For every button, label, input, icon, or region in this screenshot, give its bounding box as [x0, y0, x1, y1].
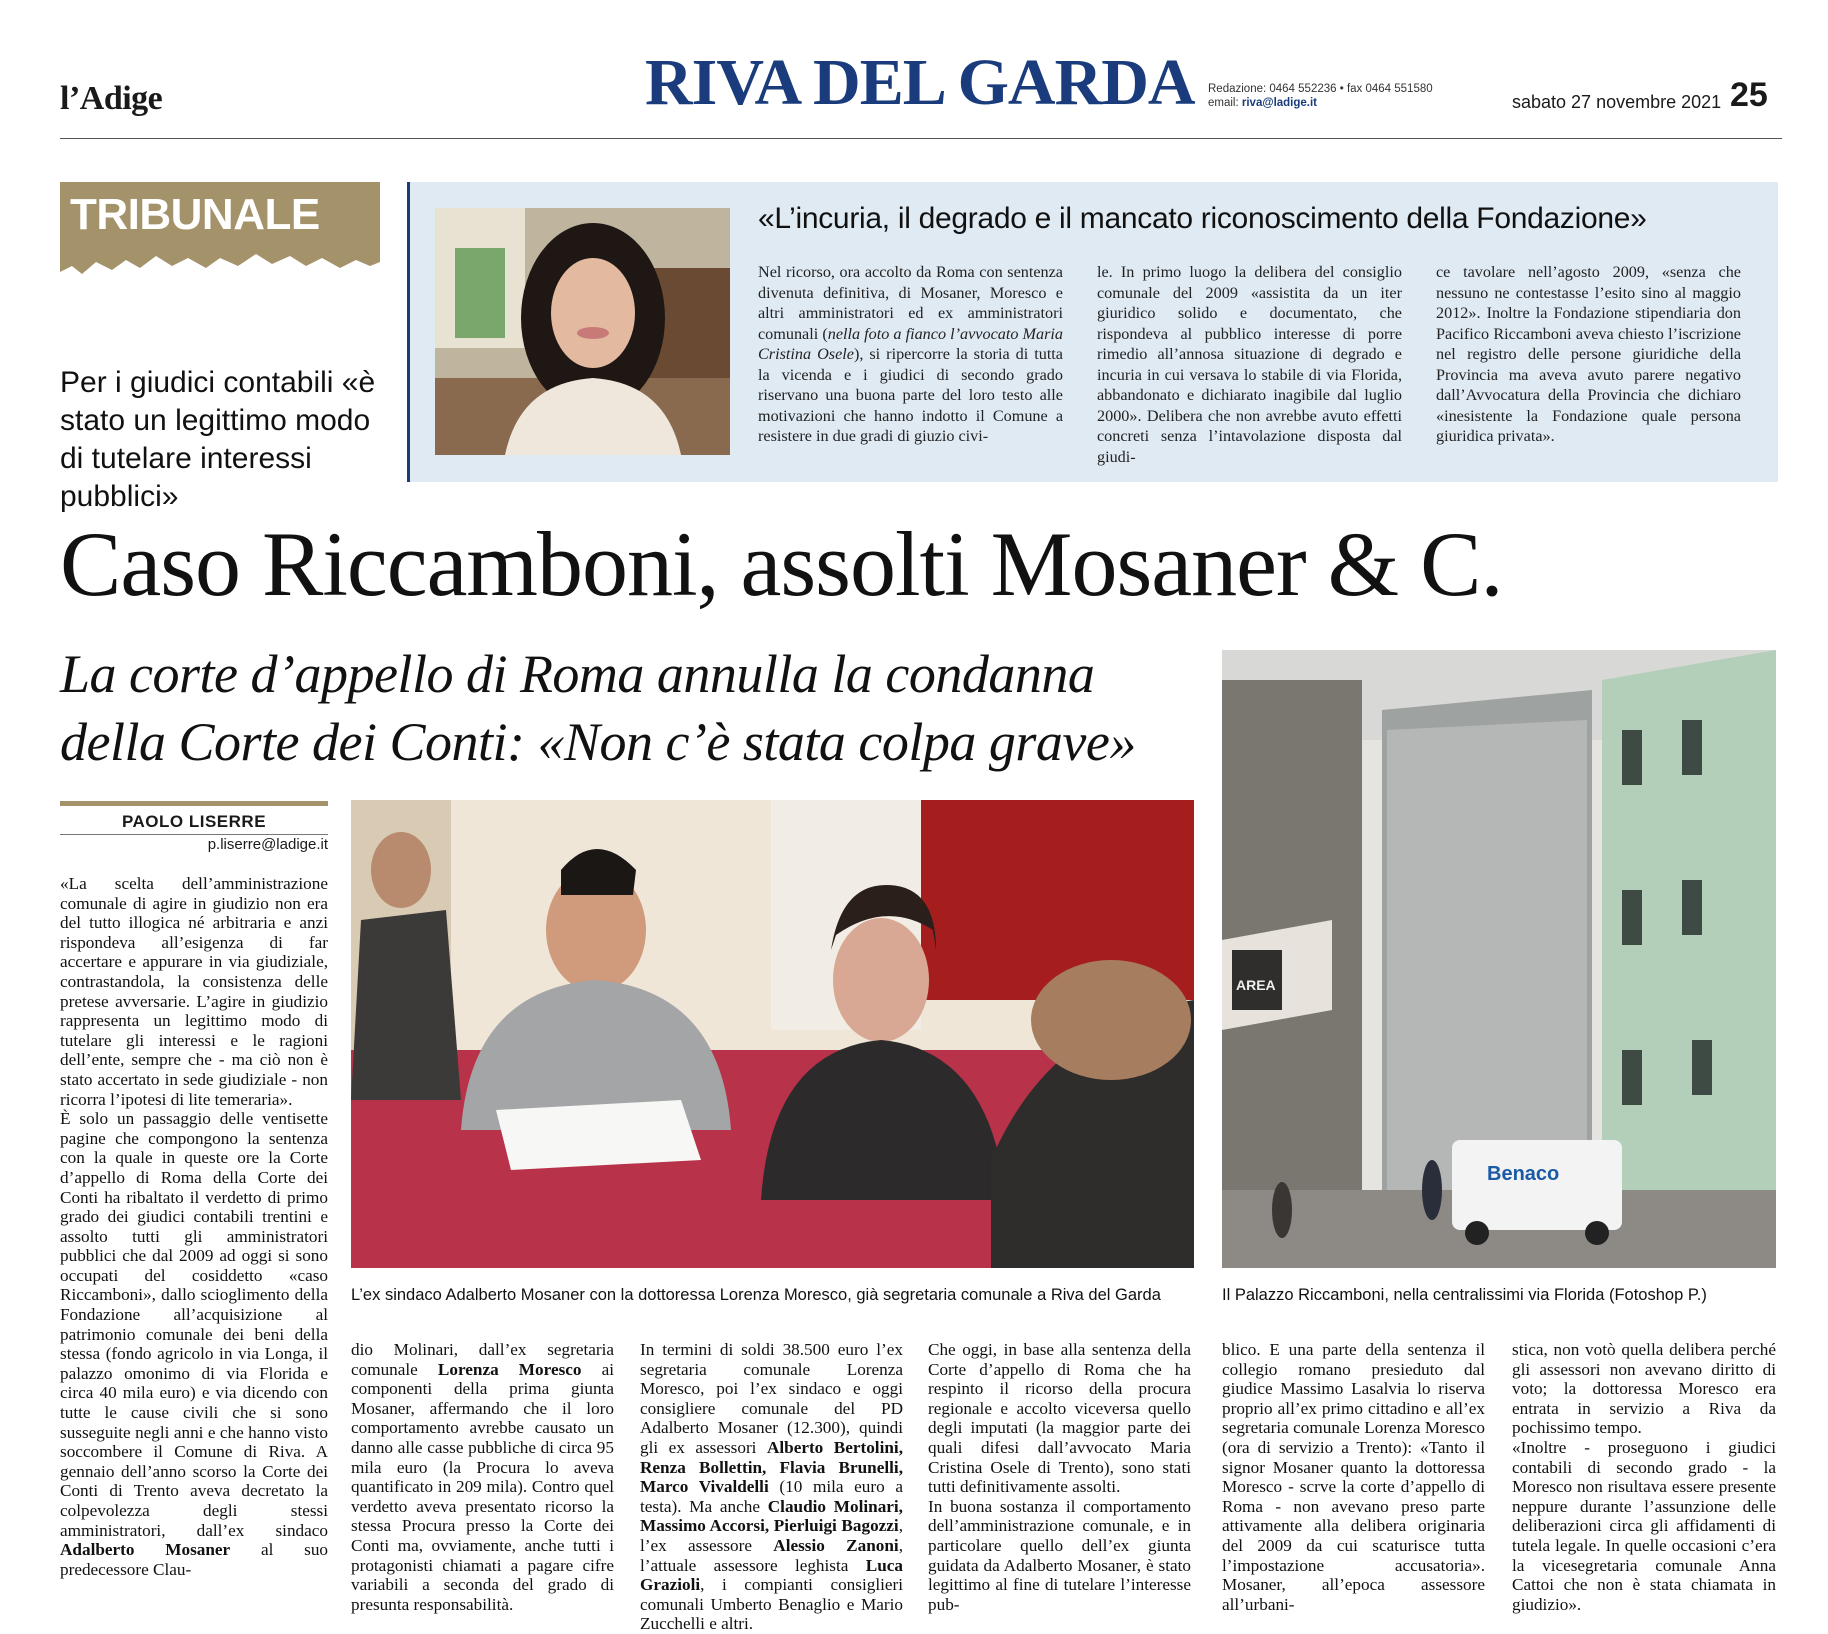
right-photo-caption: Il Palazzo Riccamboni, nella centralissimi via Florida (Fotoshop P.): [1222, 1286, 1707, 1304]
body-paragraph: «La scelta dell’amministrazione comunale di agire in giudizio non era del tutto illogica né arbitraria e anzi rispondeva all’esigenza di far accertare e appurare in via giudiziale, contrastandola, la consistenza delle pretese avversarie. L’agire in giudizio rappresenta un legittimo modo di tutelare gli interessi e le ragioni dell’ente, sempre che - ma ciò non è stato accertato in sede giudiziale - non ricorra l’ipotesi di lite temeraria».: [60, 874, 328, 1109]
highlight-column-1: Nel ricorso, ora accolto da Roma con sentenza divenuta definitiva, di Mosaner, Moresco e altri amministratori ed ex amministratori comunali (nella foto a fianco l’avvocato Maria Cristina Osele), si ripercorre la storia di tutta la vicenda e i giudici di secondo grado riservano una buona parte del loro testo alle motivazioni che hanno indotto il Comune a resistere in due gradi di giuzio civi-: [758, 263, 1063, 445]
header-rule: [60, 138, 1782, 139]
lawyer-portrait-photo: [435, 208, 730, 455]
body-column-1: [60, 874, 328, 1579]
body-paragraph: blico. E una parte della sentenza il collegio romano presieduto dal giudice Massimo Lasalvia lo riserva proprio all’ex primo cittadino e all’ex segretaria comunale Lorenza Moresco (ora di servizio a Trento): «Tanto il signor Mosaner quanto la dottoressa Moresco - scrve la corte d’appello di Roma - non avevano preso parte attivamente alla delibera originaria del 2009 da cui scaturisce tutta l’impostazione accusatoria». Mosaner, all’epoca assessore all’urbani-: [1222, 1340, 1485, 1614]
highlight-column-3: ce tavolare nell’agosto 2009, «senza che nessuno ne contestasse l’esito sino al maggio 2012». Inoltre la Fondazione stipendiaria don Pacifico Riccamboni aveva chiesto l’iscrizione nel registro delle persone giuridiche della Provincia ma aveva avuto parere negativo dall’Avvocatura della Provincia che dichiaro «inesistente la Fondazione quale persona giuridica privata».: [1436, 263, 1741, 445]
contact-email[interactable]: riva@ladige.it: [1241, 97, 1318, 109]
body-paragraph: Che oggi, in base alla sentenza della Corte d’appello di Roma che ha respinto il ricorso della procura regionale e accolto viceversa quello degli imputati (la maggior parte dei quali difesi dall’avvocato Maria Cristina Osele di Trento), sono stati tutti definitivamente assolti.: [928, 1340, 1191, 1497]
body-paragraph: «Inoltre - proseguono i giudici contabili di secondo grado - la Moresco non risultava essere presente neppure durante l’assunzione delle deliberazioni circa gli affidamenti di tutela legale. In quelle occasioni c’era la vicesegretaria comunale Anna Cattoi che non è stata chiamata in giudizio».: [1512, 1437, 1776, 1614]
article-subhead: La corte d’appello di Roma annulla la condanna della Corte dei Conti: «Non c’è stata colpa grave»: [60, 644, 1136, 772]
byline-author: PAOLO LISERRE: [121, 812, 267, 831]
meeting-photo: [351, 800, 1194, 1268]
kicker-label: TRIBUNALE: [70, 190, 320, 239]
body-paragraph: In buona sostanza il comportamento dell’amministrazione comunale, e in particolare quello dell’ex giunta guidata da Adalberto Mosaner, è stato legittimo al fine di tutelare l’interesse pub-: [928, 1496, 1191, 1614]
issue-date: sabato 27 novembre 2021: [1512, 92, 1722, 112]
body-column-2: [351, 1340, 614, 1614]
kicker-summary: Per i giudici contabili «è stato un legittimo modo di tutelare interessi pubblici»: [60, 366, 376, 513]
body-column-6: [1512, 1340, 1776, 1614]
highlight-title: «L’incuria, il degrado e il mancato riconoscimento della Fondazione»: [758, 202, 1647, 235]
contact-info: [1208, 82, 1433, 110]
body-column-5: [1222, 1340, 1485, 1614]
body-paragraph: stica, non votò quella delibera perché gli assessori non avevano diritto di voto; la dottoressa Moresco era entrata in servizio a Riva da pochissimo tempo.: [1512, 1340, 1776, 1438]
main-photo-caption: L’ex sindaco Adalberto Mosaner con la dottoressa Lorenza Moresco, già segretaria comunale a Riva del Garda: [351, 1286, 1161, 1304]
body-paragraph: In termini di soldi 38.500 euro l’ex segretaria comunale Lorenza Moresco, poi l’ex sindaco e oggi consigliere comunale del PD Adalberto Mosaner (12.300), quindi gli ex assessori Alberto Bertolini, Renza Bollettin, Flavia Brunelli, Marco Vivaldelli (10 mila euro a testa). Ma anche Claudio Molinari, Massimo Accorsi, Pierluigi Bagozzi, l’ex assessore Alessio Zanoni, l’attuale assessore leghista Luca Grazioli, i compianti consiglieri comunali Umberto Benaglio e Mario Zucchelli e altri.: [640, 1340, 904, 1634]
article-headline: Caso Riccamboni, assolti Mosaner & C.: [60, 513, 1503, 615]
section-title: RIVA DEL GARDA: [645, 46, 1195, 119]
highlight-column-2: le. In primo luogo la delibera del consiglio comunale del 2009 «assistita da un iter giuridico solido e documentato, che rispondeva al pubblico interesse di porre rimedio all’annosa situazione di degrado e incuria in cui versava lo stabile di via Florida, abbandonato e dichiarato inagibile dal luglio 2000». Delibera che non avrebbe avuto effetti concreti senza l’intavolazione disposta dal giudi-: [1097, 263, 1402, 466]
masthead-logo: l’Adige: [60, 80, 163, 117]
byline-email[interactable]: p.liserre@ladige.it: [207, 836, 328, 853]
contact-email-label: email:: [1208, 97, 1239, 109]
palazzo-photo: [1222, 650, 1776, 1268]
van-sign-text: Benaco: [1487, 1163, 1560, 1185]
body-paragraph: dio Molinari, dall’ex segretaria comunale Lorenza Moresco ai componenti della prima giunta Mosaner, affermando che il loro comportamento avrebbe causato un danno alle casse pubbliche di circa 95 mila euro (la Procura lo aveva quantificato in 209 mila). Contro quel verdetto aveva presentato ricorso la stessa Procura presso la Corte dei Conti ma, ovviamente, anche tutti i protagonisti chiamati a pagare cifre variabili a seconda del grado di presunta responsabilità.: [351, 1340, 615, 1614]
body-paragraph: È solo un passaggio delle ventisette pagine che compongono la sentenza con la quale in queste ore la Corte d’appello di Roma della Corte dei Conti ha ribaltato il verdetto di primo grado dei giudici contabili trentini e assolto tutti gli amministratori pubblici che dal 2009 ad oggi si sono occupati del cosiddetto «caso Riccamboni», dallo scioglimento della Fondazione all’acquisizione al patrimonio comunale dei beni della stessa (fondo agricolo in via Longa, il palazzo omonimo di via Florida e circa 40 mila euro) e via dicendo con tutte le cause civili che si sono susseguite negli anni e che hanno visto soccombere il Comune di Riva. A gennaio dell’anno scorso la Corte dei Conti di Trento aveva decretato la colpevolezza degli stessi amministratori, dall’ex sindaco Adalberto Mosaner al suo predecessore Clau-: [60, 1109, 329, 1579]
wall-sign-text: AREA: [1236, 977, 1276, 993]
contact-phone: Redazione: 0464 552236 • fax 0464 551580: [1208, 83, 1433, 95]
body-column-3: [640, 1340, 903, 1634]
contact-email-row: [1208, 96, 1433, 110]
byline-bar: [60, 801, 328, 806]
byline-rule: [60, 834, 328, 835]
page-number: 25: [1730, 76, 1768, 114]
body-column-4: [928, 1340, 1191, 1614]
